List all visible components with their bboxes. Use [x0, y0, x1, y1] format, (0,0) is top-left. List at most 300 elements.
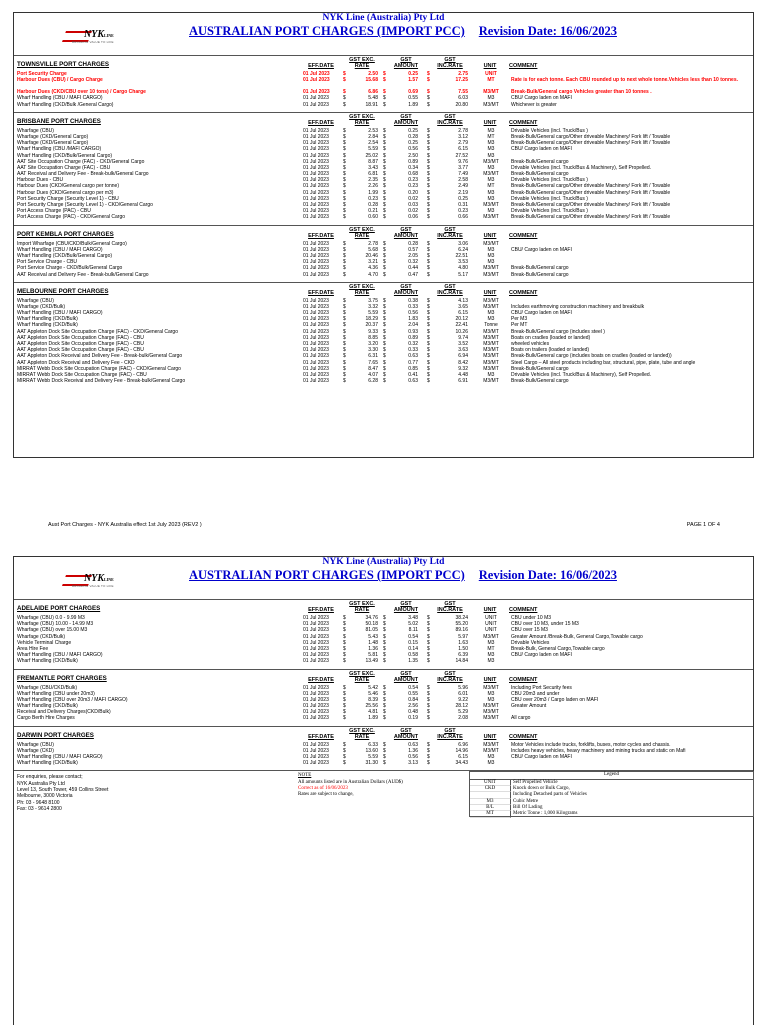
- col-unit: UNIT: [483, 289, 497, 296]
- effective-date: 01 Jul 2023: [303, 696, 329, 703]
- section-title: DARWIN PORT CHARGES: [17, 731, 94, 739]
- currency-symbol: $: [383, 652, 386, 659]
- rate-ex-gst: 34.76: [365, 615, 378, 621]
- effective-date: 01 Jul 2023: [303, 265, 329, 272]
- effective-date: 01 Jul 2023: [303, 316, 329, 323]
- currency-symbol: $: [427, 627, 430, 634]
- currency-symbol: $: [427, 95, 430, 102]
- gst-amount: 0.57: [408, 246, 418, 253]
- effective-date: 01 Jul 2023: [303, 183, 329, 190]
- currency-symbol: $: [383, 334, 386, 341]
- currency-symbol: $: [343, 146, 346, 153]
- unit: M3/MT: [483, 297, 499, 304]
- effective-date: 01 Jul 2023: [303, 747, 329, 754]
- currency-symbol: $: [383, 328, 386, 335]
- charge-description: AAT Receival and Delivery Fee - Break-bulk/General Cargo: [17, 271, 149, 278]
- unit: M3: [487, 177, 495, 184]
- currency-symbol: $: [383, 259, 386, 266]
- currency-symbol: $: [383, 133, 386, 140]
- currency-symbol: $: [343, 252, 346, 259]
- rate-ex-gst: 5.43: [368, 633, 378, 640]
- rate-ex-gst: 4.36: [368, 265, 378, 272]
- currency-symbol: $: [343, 77, 346, 84]
- rate-inc-gst: 0.66: [458, 214, 468, 221]
- col-gst-amount: GST AMOUNT: [393, 727, 419, 740]
- unit: UNIT: [485, 71, 497, 77]
- currency-symbol: $: [383, 77, 386, 84]
- unit: M3/MT: [483, 202, 499, 208]
- currency-symbol: $: [343, 696, 346, 703]
- gst-amount: 2.56: [408, 703, 418, 710]
- col-unit: UNIT: [483, 232, 497, 239]
- col-gst-inc: GST INC.RATE: [437, 727, 463, 740]
- comment: Break-Bulk/General cargo Vehicles greater than 10 tonnes .: [511, 89, 652, 96]
- rate-ex-gst: 13.49: [365, 658, 378, 665]
- rate-inc-gst: 14.84: [455, 658, 468, 665]
- comment: Greater Amount /Break-Bulk, General Cargo,Towable cargo: [511, 633, 643, 640]
- col-eff-date: EFF.DATE: [308, 607, 334, 613]
- rate-ex-gst: 5.46: [368, 690, 378, 697]
- section-header: [14, 727, 753, 742]
- rate-inc-gst: 5.29: [458, 709, 468, 716]
- charge-description: Harbour Dues (CKD/General cargo per m3): [17, 189, 114, 196]
- section-header: [14, 600, 753, 615]
- comment: Break-Bulk/General cargo/Other driveable Machinery/ Fork lift / Towable: [511, 202, 671, 208]
- charge-description: MIRRAT Webb Dock Receival and Delivery Fee - Break-bulk/General Cargo: [17, 378, 186, 385]
- effective-date: 01 Jul 2023: [303, 615, 329, 621]
- comment: Break-Bulk, General Cargo,Towable cargo: [511, 645, 605, 652]
- unit: M3: [487, 696, 495, 703]
- currency-symbol: $: [383, 89, 386, 96]
- effective-date: 01 Jul 2023: [303, 158, 329, 165]
- currency-symbol: $: [427, 133, 430, 140]
- currency-symbol: $: [343, 371, 346, 378]
- page-header: [14, 13, 753, 55]
- charge-description: Wharfage (CBU): [17, 297, 54, 304]
- gst-amount: 0.55: [408, 690, 418, 697]
- currency-symbol: $: [427, 152, 430, 159]
- charge-description: Wharf Handling (CBU / MAFI CARGO): [17, 246, 103, 253]
- currency-symbol: $: [343, 202, 346, 208]
- currency-symbol: $: [343, 328, 346, 335]
- unit: M3/MT: [483, 747, 499, 754]
- gst-amount: 0.44: [408, 265, 418, 272]
- unit: M3/MT: [483, 265, 499, 272]
- currency-symbol: $: [343, 189, 346, 196]
- gst-amount: 8.11: [408, 627, 418, 634]
- col-gst-amount: GST AMOUNT: [393, 601, 419, 613]
- charge-description: Harbour Dues (CKD/General cargo per tonne): [17, 183, 119, 190]
- currency-symbol: $: [427, 259, 430, 266]
- gst-amount: 0.54: [408, 633, 418, 640]
- rate-inc-gst: 89.16: [455, 627, 468, 634]
- currency-symbol: $: [383, 347, 386, 354]
- rate-ex-gst: 6.28: [368, 378, 378, 385]
- rate-inc-gst: 34.43: [455, 760, 468, 767]
- rate-inc-gst: 9.22: [458, 696, 468, 703]
- charge-description: Wharfage (CBU) 10.00 - 14.99 M3: [17, 621, 94, 628]
- col-gst-amount: GST AMOUNT: [393, 57, 419, 69]
- currency-symbol: $: [343, 265, 346, 272]
- rate-inc-gst: 3.52: [458, 341, 468, 347]
- currency-symbol: $: [383, 760, 386, 767]
- rate-ex-gst: 18.29: [365, 316, 378, 323]
- currency-symbol: $: [383, 252, 386, 259]
- section-title: BRISBANE PORT CHARGES: [17, 117, 101, 125]
- currency-symbol: $: [427, 101, 430, 108]
- currency-symbol: $: [427, 189, 430, 196]
- section-header: [14, 226, 753, 241]
- charge-description: Vehicle Terminal Charge: [17, 639, 72, 646]
- rate-ex-gst: 2.54: [368, 140, 378, 147]
- rate-inc-gst: 22.41: [455, 322, 468, 329]
- currency-symbol: $: [343, 101, 346, 108]
- rate-ex-gst: 2.35: [368, 177, 378, 184]
- rate-ex-gst: 5.68: [368, 246, 378, 253]
- charge-description: Wharf Handling (CKD/Bulk): [17, 322, 78, 329]
- currency-symbol: $: [427, 645, 430, 652]
- unit: UNIT: [485, 615, 497, 621]
- port-section: [14, 599, 753, 669]
- rate-inc-gst: 2.78: [458, 127, 468, 134]
- comment: Greater Amount: [511, 703, 547, 710]
- nyk-logo: NYKLINE BRINGING VALUE TO LIFE: [64, 29, 116, 47]
- effective-date: 01 Jul 2023: [303, 378, 329, 385]
- gst-amount: 0.03: [408, 202, 418, 208]
- currency-symbol: $: [343, 754, 346, 760]
- rate-ex-gst: 1.99: [368, 189, 378, 196]
- gst-amount: 0.28: [408, 240, 418, 247]
- col-eff-date: EFF.DATE: [308, 63, 334, 69]
- charge-description: AAT Appleton Dock Site Occupation Charge (FAC) - CBU: [17, 334, 144, 341]
- currency-symbol: $: [427, 164, 430, 171]
- unit: MT: [487, 133, 495, 140]
- effective-date: 01 Jul 2023: [303, 703, 329, 710]
- unit: M3: [487, 690, 495, 697]
- charge-description: AAT Appleton Dock Receival and Delivery Fee - CKD: [17, 359, 135, 366]
- currency-symbol: $: [343, 645, 346, 652]
- port-section: [14, 225, 753, 282]
- effective-date: 01 Jul 2023: [303, 164, 329, 171]
- col-gst-exc: GST EXC. RATE: [349, 727, 375, 740]
- rate-inc-gst: 2.79: [458, 140, 468, 147]
- currency-symbol: $: [383, 365, 386, 372]
- effective-date: 01 Jul 2023: [303, 297, 329, 304]
- section-header: [14, 670, 753, 685]
- gst-amount: 2.50: [408, 152, 418, 159]
- currency-symbol: $: [383, 645, 386, 652]
- currency-symbol: $: [383, 189, 386, 196]
- document-title: AUSTRALIAN PORT CHARGES (IMPORT PCC) Revision Date: 16/06/2023: [189, 24, 617, 38]
- gst-amount: 0.41: [408, 371, 418, 378]
- currency-symbol: $: [343, 633, 346, 640]
- col-comment: COMMENT: [509, 607, 538, 613]
- comment: Drivable Vehicles (incl. Truck/Bus & Machinery), Self Propelled.: [511, 371, 652, 378]
- rate-ex-gst: 81.05: [365, 627, 378, 634]
- col-eff-date: EFF.DATE: [308, 733, 334, 740]
- rate-inc-gst: 8.42: [458, 359, 468, 366]
- currency-symbol: $: [383, 202, 386, 208]
- charge-description: Port Security Charge: [17, 71, 67, 77]
- rate-ex-gst: 2.26: [368, 183, 378, 190]
- comment: CBU over 10 M3, under 15 M3: [511, 621, 579, 628]
- rate-ex-gst: 8.47: [368, 365, 378, 372]
- port-section: [14, 282, 753, 389]
- gst-amount: 5.02: [408, 621, 418, 628]
- currency-symbol: $: [427, 754, 430, 760]
- unit: M3: [487, 316, 495, 323]
- rate-ex-gst: 5.59: [368, 146, 378, 153]
- effective-date: 01 Jul 2023: [303, 365, 329, 372]
- currency-symbol: $: [383, 690, 386, 697]
- charge-description: Wharf Handling (CBU under 20m3): [17, 690, 95, 697]
- effective-date: 01 Jul 2023: [303, 684, 329, 691]
- rate-ex-gst: 5.59: [368, 754, 378, 760]
- effective-date: 01 Jul 2023: [303, 71, 330, 77]
- effective-date: 01 Jul 2023: [303, 652, 329, 659]
- col-eff-date: EFF.DATE: [308, 232, 334, 239]
- charge-description: Wharf Handling (CBU /MAFI CARGO): [17, 146, 102, 153]
- currency-symbol: $: [383, 353, 386, 360]
- comment: Break-Bulk/General cargo: [511, 378, 569, 385]
- currency-symbol: $: [343, 715, 346, 722]
- comment: Including Port Security fees: [511, 684, 572, 691]
- rate-ex-gst: 0.21: [368, 208, 378, 215]
- charge-description: AAT Appleton Dock Site Occupation Charge (FAC) - CBU: [17, 347, 144, 354]
- gst-amount: 0.25: [408, 140, 418, 147]
- section-header: [14, 113, 753, 128]
- gst-amount: 0.38: [408, 297, 418, 304]
- unit: M3/MT: [483, 334, 499, 341]
- effective-date: 01 Jul 2023: [303, 341, 329, 347]
- currency-symbol: $: [343, 303, 346, 310]
- charge-description: AAT Receival and Delivery Fee - Break-bulk/General Cargo: [17, 171, 149, 178]
- currency-symbol: $: [343, 658, 346, 665]
- rate-ex-gst: 3.32: [368, 303, 378, 310]
- currency-symbol: $: [427, 71, 430, 77]
- gst-amount: 0.48: [408, 709, 418, 716]
- rate-inc-gst: 0.25: [458, 195, 468, 202]
- rate-ex-gst: 8.39: [368, 696, 378, 703]
- currency-symbol: $: [343, 133, 346, 140]
- unit: Tonne: [484, 322, 498, 329]
- rate-ex-gst: 5.42: [368, 684, 378, 691]
- charge-description: Wharfage (CKD): [17, 747, 54, 754]
- comment: Break-Bulk/General cargo: [511, 265, 569, 272]
- currency-symbol: $: [343, 158, 346, 165]
- document-title: AUSTRALIAN PORT CHARGES (IMPORT PCC) Revision Date: 16/06/2023: [189, 568, 617, 582]
- effective-date: 01 Jul 2023: [303, 140, 329, 147]
- rate-inc-gst: 3.65: [458, 303, 468, 310]
- col-gst-amount: GST AMOUNT: [393, 226, 419, 239]
- unit: M3/MT: [483, 303, 499, 310]
- effective-date: 01 Jul 2023: [303, 741, 329, 748]
- rate-inc-gst: 6.94: [458, 353, 468, 360]
- rate-ex-gst: 0.28: [368, 202, 378, 208]
- charge-description: AAT Appleton Dock Site Occupation Charge (FAC) - CBU: [17, 341, 144, 347]
- rate-ex-gst: 2.78: [368, 240, 378, 247]
- currency-symbol: $: [383, 164, 386, 171]
- currency-symbol: $: [427, 615, 430, 621]
- comment: Drivable Vehicles (incl. Truck/Bus ): [511, 195, 588, 202]
- gst-amount: 1.57: [408, 77, 418, 84]
- gst-amount: 0.28: [408, 133, 418, 140]
- currency-symbol: $: [427, 690, 430, 697]
- comment: Drivable Vehicles (incl. Truck/Bus ): [511, 177, 588, 184]
- currency-symbol: $: [383, 696, 386, 703]
- unit: M3: [487, 140, 495, 147]
- effective-date: 01 Jul 2023: [303, 633, 329, 640]
- rate-ex-gst: 5.81: [368, 652, 378, 659]
- comment: Break-Bulk/General cargo (includes boats on cradles (loaded or landed)): [511, 353, 672, 360]
- currency-symbol: $: [343, 621, 346, 628]
- currency-symbol: $: [427, 658, 430, 665]
- gst-amount: 0.02: [408, 195, 418, 202]
- currency-symbol: $: [343, 703, 346, 710]
- table-row: [14, 272, 753, 278]
- gst-amount: 0.23: [408, 177, 418, 184]
- currency-symbol: $: [427, 684, 430, 691]
- rate-inc-gst: 20.12: [455, 316, 468, 323]
- effective-date: 01 Jul 2023: [303, 328, 329, 335]
- effective-date: 01 Jul 2023: [303, 77, 330, 84]
- charge-description: Cargo Berth Hire Charges: [17, 715, 75, 722]
- effective-date: 01 Jul 2023: [303, 310, 329, 317]
- currency-symbol: $: [383, 127, 386, 134]
- comment: Drivable Vehicles (incl. Truck/Bus ): [511, 127, 588, 134]
- section-title: PORT KEMBLA PORT CHARGES: [17, 230, 114, 238]
- currency-symbol: $: [427, 696, 430, 703]
- rate-ex-gst: 6.81: [368, 171, 378, 178]
- effective-date: 01 Jul 2023: [303, 259, 329, 266]
- charge-description: Port Access Charge (PAC) - CKD/General Cargo: [17, 214, 126, 221]
- effective-date: 01 Jul 2023: [303, 152, 329, 159]
- table-row: [14, 214, 753, 220]
- rate-inc-gst: 0.31: [458, 202, 468, 208]
- col-unit: UNIT: [483, 607, 497, 613]
- col-gst-inc: GST INC.RATE: [437, 57, 463, 69]
- currency-symbol: $: [343, 684, 346, 691]
- currency-symbol: $: [383, 265, 386, 272]
- rate-inc-gst: 6.91: [458, 378, 468, 385]
- currency-symbol: $: [383, 310, 386, 317]
- gst-amount: 0.84: [408, 696, 418, 703]
- unit: M3/MT: [483, 89, 499, 96]
- effective-date: 01 Jul 2023: [303, 639, 329, 646]
- rate-inc-gst: 6.39: [458, 652, 468, 659]
- currency-symbol: $: [427, 89, 430, 96]
- charge-description: Wharfage (CBU) over 15.00 M3: [17, 627, 88, 634]
- gst-amount: 3.13: [408, 760, 418, 767]
- unit: M3: [487, 146, 495, 153]
- currency-symbol: $: [427, 353, 430, 360]
- col-gst-exc: GST EXC. RATE: [349, 283, 375, 296]
- comment: Break-Bulk/General cargo/Other driveable Machinery/ Fork lift / Towable: [511, 140, 671, 147]
- rate-inc-gst: 9.74: [458, 334, 468, 341]
- currency-symbol: $: [343, 140, 346, 147]
- rate-inc-gst: 6.15: [458, 754, 468, 760]
- charge-description: Wharfage (CKD/Bulk): [17, 303, 66, 310]
- effective-date: 01 Jul 2023: [303, 246, 329, 253]
- rate-ex-gst: 2.84: [368, 133, 378, 140]
- footer-doc-name: Aust Port Charges - NYK Australia effect 1st July 2023 (REV2 ): [48, 522, 202, 528]
- rate-inc-gst: 28.12: [455, 703, 468, 710]
- effective-date: 01 Jul 2023: [303, 322, 329, 329]
- currency-symbol: $: [383, 208, 386, 215]
- charge-description: Wharf Handling (CBU / MAFI CARGO): [17, 310, 103, 317]
- rate-inc-gst: 2.75: [458, 71, 468, 77]
- currency-symbol: $: [427, 359, 430, 366]
- effective-date: 01 Jul 2023: [303, 95, 329, 102]
- gst-amount: 0.06: [408, 214, 418, 221]
- unit: M3/MT: [483, 703, 499, 710]
- currency-symbol: $: [343, 652, 346, 659]
- rate-ex-gst: 4.07: [368, 371, 378, 378]
- col-eff-date: EFF.DATE: [308, 119, 334, 126]
- comment: Includes heavy vehicles, heavy machinery and mining trucks and static on Mafi: [511, 747, 686, 754]
- comment: CBU 20m3 and under: [511, 690, 560, 697]
- rate-inc-gst: 6.01: [458, 690, 468, 697]
- rate-inc-gst: 5.97: [458, 633, 468, 640]
- currency-symbol: $: [383, 341, 386, 347]
- rate-ex-gst: 3.30: [368, 347, 378, 354]
- section-title: TOWNSVILLE PORT CHARGES: [17, 61, 110, 68]
- effective-date: 01 Jul 2023: [303, 208, 329, 215]
- currency-symbol: $: [383, 615, 386, 621]
- col-gst-amount: GST AMOUNT: [393, 670, 419, 683]
- currency-symbol: $: [343, 271, 346, 278]
- unit: M3/MT: [483, 347, 499, 354]
- unit: M3/MT: [483, 741, 499, 748]
- currency-symbol: $: [383, 71, 386, 77]
- rate-inc-gst: 1.50: [458, 645, 468, 652]
- unit: M3/MT: [483, 353, 499, 360]
- comment: CBU/ Cargo laden on MAFI: [511, 146, 572, 153]
- currency-symbol: $: [383, 140, 386, 147]
- rate-ex-gst: 18.91: [365, 101, 378, 108]
- table-row: [14, 715, 753, 721]
- effective-date: 01 Jul 2023: [303, 177, 329, 184]
- effective-date: 01 Jul 2023: [303, 214, 329, 221]
- charge-description: Wharfage (CKD/General Cargo): [17, 140, 89, 147]
- col-unit: UNIT: [483, 733, 497, 740]
- gst-amount: 3.48: [408, 615, 418, 621]
- currency-symbol: $: [383, 322, 386, 329]
- charge-description: Harbour Dues (CKD/CBU over 10 tons) / Cargo Charge: [17, 89, 146, 96]
- rate-inc-gst: 2.58: [458, 177, 468, 184]
- currency-symbol: $: [343, 709, 346, 716]
- note-block: NOTE All amounts listed are in Australian Dollars (AUD$) Correct as of 16/06/2023 Rates are subject to change,: [298, 773, 403, 798]
- comment: Break-Bulk/General cargo: [511, 171, 569, 178]
- gst-amount: 0.15: [408, 639, 418, 646]
- comment: CBU/ Cargo laden on MAFI: [511, 652, 572, 659]
- charge-description: Harbour Dues - CBU: [17, 177, 64, 184]
- currency-symbol: $: [383, 747, 386, 754]
- currency-symbol: $: [343, 347, 346, 354]
- currency-symbol: $: [383, 316, 386, 323]
- effective-date: 01 Jul 2023: [303, 715, 329, 722]
- port-sections: [14, 599, 753, 770]
- rate-ex-gst: 4.70: [368, 271, 378, 278]
- currency-symbol: $: [343, 297, 346, 304]
- currency-symbol: $: [383, 741, 386, 748]
- col-comment: COMMENT: [509, 63, 538, 69]
- section-header: [14, 56, 753, 71]
- rate-inc-gst: 2.49: [458, 183, 468, 190]
- effective-date: 01 Jul 2023: [303, 645, 329, 652]
- rate-ex-gst: 6.33: [368, 741, 378, 748]
- comment: Break-Bulk/General cargo: [511, 365, 569, 372]
